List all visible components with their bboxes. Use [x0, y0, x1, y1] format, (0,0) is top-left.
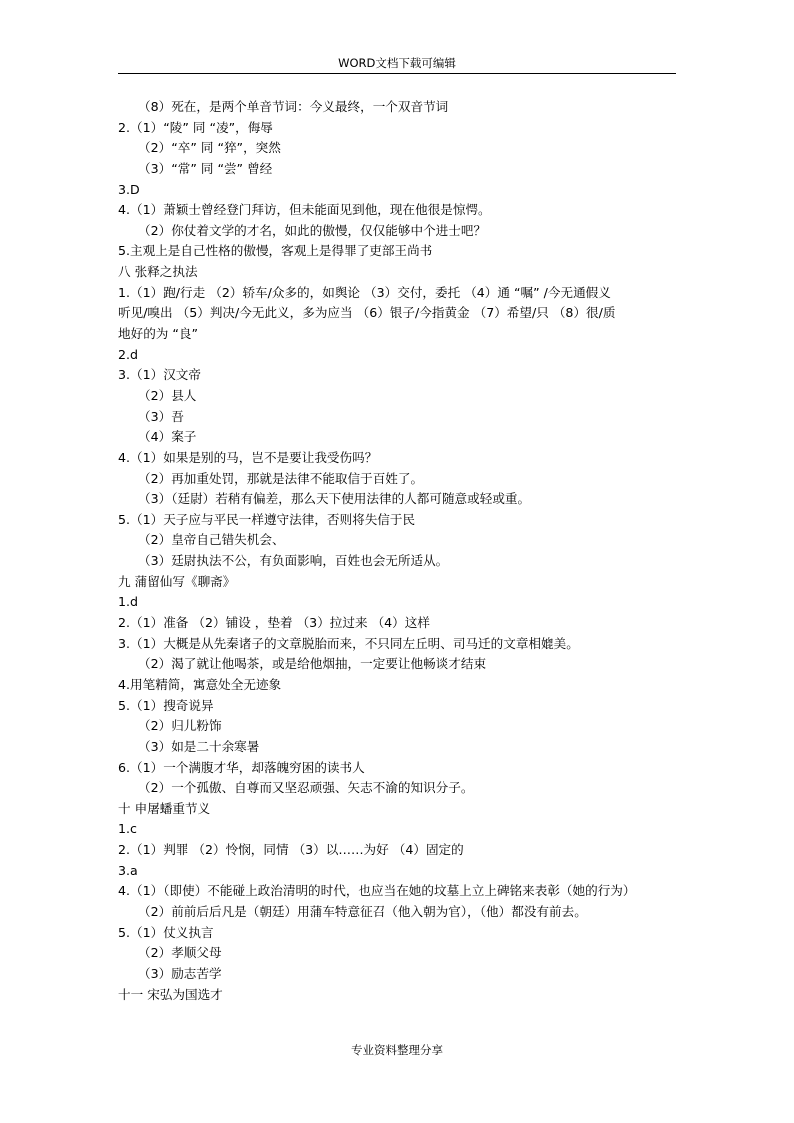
- text-line: 4.（1）萧颖士曾经登门拜访，但未能面见到他，现在他很是惊愕。: [118, 202, 491, 218]
- text-line: 5.主观上是自己性格的傲慢，客观上是得罪了吏部王尚书: [118, 243, 433, 259]
- text-line: 4.（1）（即使）不能碰上政治清明的时代，也应当在她的坟墓上立上碑铭来表彰（她的行为）: [118, 883, 636, 899]
- text-line: （3）吾: [138, 408, 184, 424]
- document-body: [118, 97, 684, 1005]
- text-line: （4）案子: [138, 429, 197, 445]
- text-line: 4.（1）如果是别的马，岂不是要让我受伤吗？: [118, 449, 378, 465]
- text-line: （2）前前后后凡是（朝廷）用蒲车特意征召（他入朝为官），（他）都没有前去。: [138, 903, 587, 919]
- text-line: 1.（1）跑/行走 （2）轿车/众多的，如舆论 （3）交付，委托 （4）通 “嘱” /今无通假义: [118, 284, 611, 300]
- text-line: 6.（1）一个满腹才华，却落魄穷困的读书人: [118, 759, 365, 775]
- text-line: （2）归儿粉饰: [138, 718, 222, 734]
- text-line: 2.（1）“陵” 同 “凌”，侮辱: [118, 119, 273, 135]
- text-line: （8）死在，是两个单音节词：今义最终，一个双音节词: [138, 99, 449, 114]
- text-line: 2.（1）判罪 （2）怜悯，同情 （3）以……为好 （4）固定的: [118, 842, 464, 858]
- text-line: （2）县人: [138, 387, 197, 403]
- text-line: （3）如是二十余寒暑: [138, 738, 260, 754]
- text-line: （3）（廷尉）若稍有偏差，那么天下使用法律的人都可随意或轻或重。: [138, 491, 531, 507]
- text-line: 九 蒲留仙写《聊斋》: [118, 573, 236, 589]
- page-header: WORD文档下载可编辑: [338, 56, 456, 70]
- text-line: 3.a: [118, 862, 138, 878]
- text-line: 1.d: [118, 594, 139, 610]
- text-line: 地好的为 “良”: [118, 326, 199, 342]
- text-line: 2.d: [118, 346, 139, 362]
- text-line: （2）皇帝自己错失机会、: [138, 532, 285, 548]
- text-line: 3.（1）汉文帝: [118, 367, 201, 383]
- page-footer: 专业资料整理分享: [351, 1043, 443, 1057]
- text-line: 5.（1）搜奇说异: [118, 697, 214, 713]
- text-line: 十 申屠蟠重节义: [118, 800, 211, 816]
- text-line: （2）“卒” 同 “猝”，突然: [138, 140, 281, 156]
- text-line: 4.用笔精简，寓意处全无迹象: [118, 676, 282, 692]
- text-line: （2）渴了就让他喝茶，或是给他烟抽，一定要让他畅谈才结束: [138, 656, 487, 672]
- text-line: 5.（1）天子应与平民一样遵守法律，否则将失信于民: [118, 511, 416, 527]
- text-line: 5.（1）仗义执言: [118, 924, 214, 940]
- text-line: 2.（1）准备 （2）铺设 ，垫着 （3）拉过来 （4）这样: [118, 615, 430, 631]
- header-divider: [118, 73, 676, 74]
- text-line: 听见/嗅出 （5）判决/今无此义，多为应当 （6）银子/今指黄金 （7）希望/只 （8）很/质: [118, 305, 616, 321]
- text-line: 3.（1）大概是从先秦诸子的文章脱胎而来，不只同左丘明、司马迁的文章相媲美。: [118, 635, 579, 651]
- text-line: 八 张释之执法: [118, 264, 198, 280]
- text-line: （2）孝顺父母: [138, 945, 222, 961]
- text-line: （2）你仗着文学的才名，如此的傲慢，仅仅能够中个进士吧？: [138, 222, 487, 238]
- text-line: （2）一个孤傲、自尊而又坚忍顽强、矢志不渝的知识分子。: [138, 780, 474, 796]
- text-line: （3）励志苦学: [138, 965, 222, 981]
- text-line: 1.c: [118, 821, 137, 837]
- text-line: （3）“常” 同 “尝” 曾经: [138, 160, 273, 176]
- text-line: 3.D: [118, 181, 140, 197]
- text-line: （2）再加重处罚，那就是法律不能取信于百姓了。: [138, 470, 424, 486]
- text-line: （3）廷尉执法不公，有负面影响，百姓也会无所适从。: [138, 553, 449, 569]
- text-line: 十一 宋弘为国选才: [118, 986, 223, 1002]
